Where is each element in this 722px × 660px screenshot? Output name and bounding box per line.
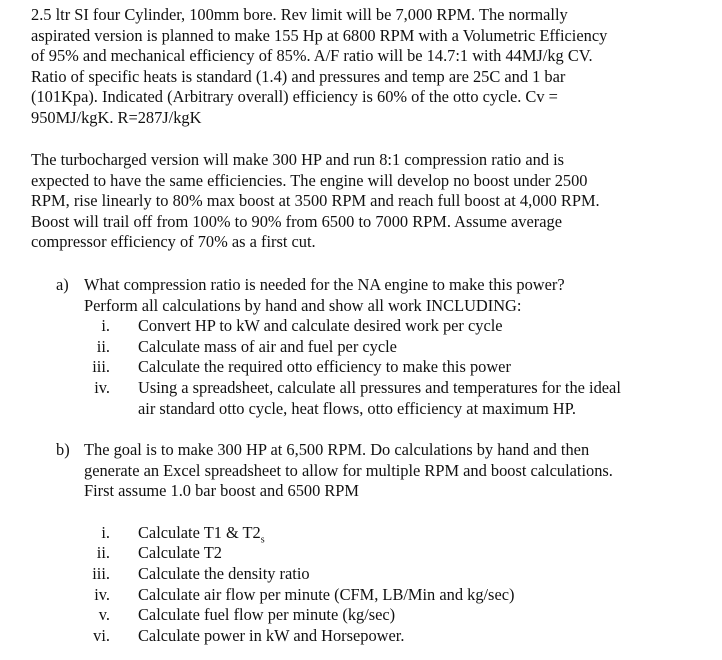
item-number: i.	[101, 316, 110, 335]
item-text: Calculate the required otto efficiency to make this power	[138, 357, 511, 376]
item-text: Using a spreadsheet, calculate all pressures and temperatures for the ideal	[138, 378, 621, 397]
turbo-line: Boost will trail off from 100% to 90% from 6500 to 7000 RPM. Assume average	[31, 211, 562, 231]
item-text: Calculate power in kW and Horsepower.	[138, 626, 405, 645]
part-a-label: a)	[56, 275, 69, 294]
item-text: Calculate the density ratio	[138, 564, 310, 583]
part-a-line: What compression ratio is needed for the NA engine to make this power?	[84, 275, 565, 294]
turbo-line: The turbocharged version will make 300 HP and run 8:1 compression ratio and is	[31, 150, 565, 169]
part-b-item	[84, 626, 704, 647]
item-number: iii.	[92, 357, 110, 376]
turbo-line: expected to have the same efficiencies. The engine will develop no boost under 2500	[31, 170, 588, 190]
part-b-line: The goal is to make 300 HP at 6,500 RPM. Do calculations by hand and then	[84, 440, 590, 459]
intro-line: Ratio of specific heats is standard (1.4) and pressures and temp are 25C and 1 bar	[31, 66, 566, 86]
part-b-item	[84, 523, 704, 544]
item-number: ii.	[96, 337, 110, 356]
part-b-line: generate an Excel spreadsheet to allow for multiple RPM and boost calculations.	[84, 460, 613, 480]
item-text	[138, 523, 265, 544]
intro-line: of 95% and mechanical efficiency of 85%. A/F ratio will be 14.7:1 with 44MJ/kg CV.	[31, 46, 593, 66]
item-text: Calculate air flow per minute (CFM, LB/Min and kg/sec)	[138, 585, 515, 604]
part-a-line: Perform all calculations by hand and show all work INCLUDING:	[84, 295, 522, 315]
item-number: i.	[101, 523, 110, 542]
item-number: iv.	[94, 585, 110, 604]
part-b-item	[84, 585, 704, 606]
part-b-question	[84, 440, 704, 502]
item-number: ii.	[96, 543, 110, 562]
part-a-item	[84, 357, 704, 378]
intro-line: 950MJ/kgK. R=287J/kgK	[31, 107, 202, 127]
item-text-main: Calculate T1 & T2	[138, 523, 261, 542]
item-text: Calculate fuel flow per minute (kg/sec)	[138, 605, 396, 624]
part-a-question	[84, 275, 704, 316]
item-text: Convert HP to kW and calculate desired work per cycle	[138, 316, 503, 335]
turbo-line: compressor efficiency of 70% as a first cut.	[31, 232, 316, 252]
part-b-item	[84, 543, 704, 564]
part-a-item	[84, 378, 704, 399]
part-a-item	[84, 316, 704, 337]
item-number: iv.	[94, 378, 110, 397]
item-text: Calculate mass of air and fuel per cycle	[138, 337, 397, 356]
part-b-item	[84, 605, 704, 626]
intro-paragraph	[31, 5, 701, 129]
part-b-item	[84, 564, 704, 585]
turbo-paragraph	[31, 150, 701, 253]
intro-line: 2.5 ltr SI four Cylinder, 100mm bore. Rev limit will be 7,000 RPM. The normally	[31, 5, 568, 24]
item-number: vi.	[93, 626, 110, 645]
part-b-line: First assume 1.0 bar boost and 6500 RPM	[84, 481, 359, 501]
item-text: air standard otto cycle, heat flows, otto efficiency at maximum HP.	[138, 399, 577, 418]
item-number: iii.	[92, 564, 110, 583]
item-number: v.	[98, 605, 110, 624]
part-b-label: b)	[56, 440, 70, 459]
part-a-item	[84, 337, 704, 358]
item-text: Calculate T2	[138, 543, 222, 562]
intro-line: (101Kpa). Indicated (Arbitrary overall) efficiency is 60% of the otto cycle. Cv =	[31, 87, 558, 107]
part-a-item-continuation	[84, 399, 704, 420]
turbo-line: RPM, rise linearly to 80% max boost at 3500 RPM and reach full boost at 4,000 RPM.	[31, 191, 600, 211]
intro-line: aspirated version is planned to make 155 Hp at 6800 RPM with a Volumetric Efficiency	[31, 25, 608, 45]
item-text-subscript: s	[260, 534, 265, 546]
